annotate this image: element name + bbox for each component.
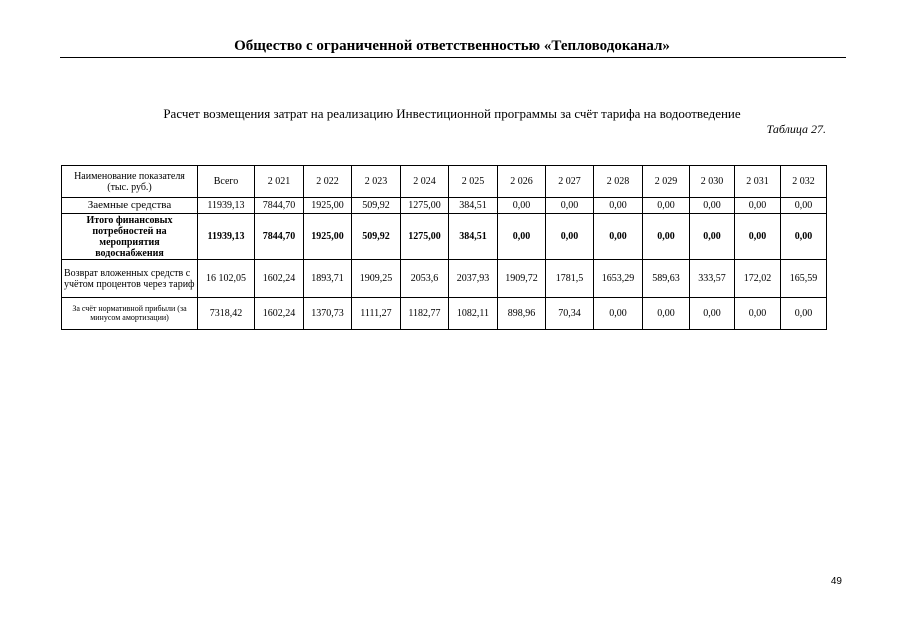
table-cell: 0,00: [643, 198, 690, 214]
table-row-total: [62, 214, 827, 260]
table-cell: 7844,70: [255, 198, 304, 214]
table-cell: 1781,5: [546, 260, 594, 298]
column-header: 2 023: [352, 166, 401, 198]
column-header: 2 032: [781, 166, 827, 198]
table-cell: 0,00: [643, 298, 690, 330]
header-rule: [60, 57, 846, 58]
table-number: Таблица 27.: [766, 122, 826, 136]
table-cell: 509,92: [352, 214, 401, 260]
table-cell: 11939,13: [198, 214, 255, 260]
table-cell: 0,00: [735, 298, 781, 330]
table-cell: 898,96: [498, 298, 546, 330]
table-cell: 0,00: [781, 214, 827, 260]
column-header: 2 031: [735, 166, 781, 198]
table-cell: 70,34: [546, 298, 594, 330]
table-cell: 0,00: [546, 214, 594, 260]
table-cell: 1182,77: [401, 298, 449, 330]
table-cell: 384,51: [449, 198, 498, 214]
table-cell: 333,57: [690, 260, 735, 298]
column-header: 2 027: [546, 166, 594, 198]
table-cell: 0,00: [594, 214, 643, 260]
column-header: 2 024: [401, 166, 449, 198]
table-caption: Расчет возмещения затрат на реализацию Инвестиционной программы за счёт тарифа на водоотведение: [163, 106, 741, 121]
table-cell: 1602,24: [255, 298, 304, 330]
table-cell: 1275,00: [401, 198, 449, 214]
table-cell: 1111,27: [352, 298, 401, 330]
row-label: Заемные средства: [62, 198, 198, 214]
table-cell: 1370,73: [304, 298, 352, 330]
column-header: 2 025: [449, 166, 498, 198]
column-header: 2 026: [498, 166, 546, 198]
table-row: [62, 198, 827, 214]
table-header-row: [62, 166, 827, 198]
table-cell: 384,51: [449, 214, 498, 260]
table-cell: 1602,24: [255, 260, 304, 298]
financing-table: [61, 165, 827, 330]
table-cell: 1275,00: [401, 214, 449, 260]
table-cell: 0,00: [546, 198, 594, 214]
table-cell: 0,00: [498, 214, 546, 260]
table-cell: 0,00: [690, 298, 735, 330]
table-cell: 1893,71: [304, 260, 352, 298]
table-cell: 7844,70: [255, 214, 304, 260]
table-cell: 0,00: [690, 214, 735, 260]
column-header: Наименование показателя (тыс. руб.): [62, 166, 198, 198]
table-cell: 1653,29: [594, 260, 643, 298]
column-header: 2 022: [304, 166, 352, 198]
column-header: 2 028: [594, 166, 643, 198]
table-cell: 7318,42: [198, 298, 255, 330]
table-cell: 509,92: [352, 198, 401, 214]
table-cell: 1082,11: [449, 298, 498, 330]
table-row: [62, 298, 827, 330]
table-cell: 165,59: [781, 260, 827, 298]
table-cell: 0,00: [735, 198, 781, 214]
row-label: Возврат вложенных средств с учётом процентов через тариф: [62, 260, 198, 298]
table-cell: 0,00: [781, 298, 827, 330]
column-header: 2 029: [643, 166, 690, 198]
table-cell: 2037,93: [449, 260, 498, 298]
table-cell: 0,00: [781, 198, 827, 214]
table-cell: 2053,6: [401, 260, 449, 298]
table-cell: 0,00: [735, 214, 781, 260]
table-cell: 16 102,05: [198, 260, 255, 298]
table-cell: 1925,00: [304, 214, 352, 260]
table-cell: 0,00: [498, 198, 546, 214]
table-cell: 1909,25: [352, 260, 401, 298]
table-cell: 1925,00: [304, 198, 352, 214]
table-cell: 0,00: [594, 298, 643, 330]
page-number: 49: [830, 576, 842, 587]
table-cell: 172,02: [735, 260, 781, 298]
column-header: Всего: [198, 166, 255, 198]
table-cell: 11939,13: [198, 198, 255, 214]
row-label: За счёт нормативной прибыли (за минусом амортизации): [62, 298, 198, 330]
organization-title: Общество с ограниченной ответственностью «Тепловодоканал»: [234, 38, 670, 54]
table-cell: 0,00: [690, 198, 735, 214]
row-label: Итого финансовых потребностей на мероприятия водоснабжения: [62, 214, 198, 260]
table-row: [62, 260, 827, 298]
table-cell: 589,63: [643, 260, 690, 298]
column-header: 2 030: [690, 166, 735, 198]
table-cell: 0,00: [643, 214, 690, 260]
table-cell: 0,00: [594, 198, 643, 214]
table-cell: 1909,72: [498, 260, 546, 298]
column-header: 2 021: [255, 166, 304, 198]
